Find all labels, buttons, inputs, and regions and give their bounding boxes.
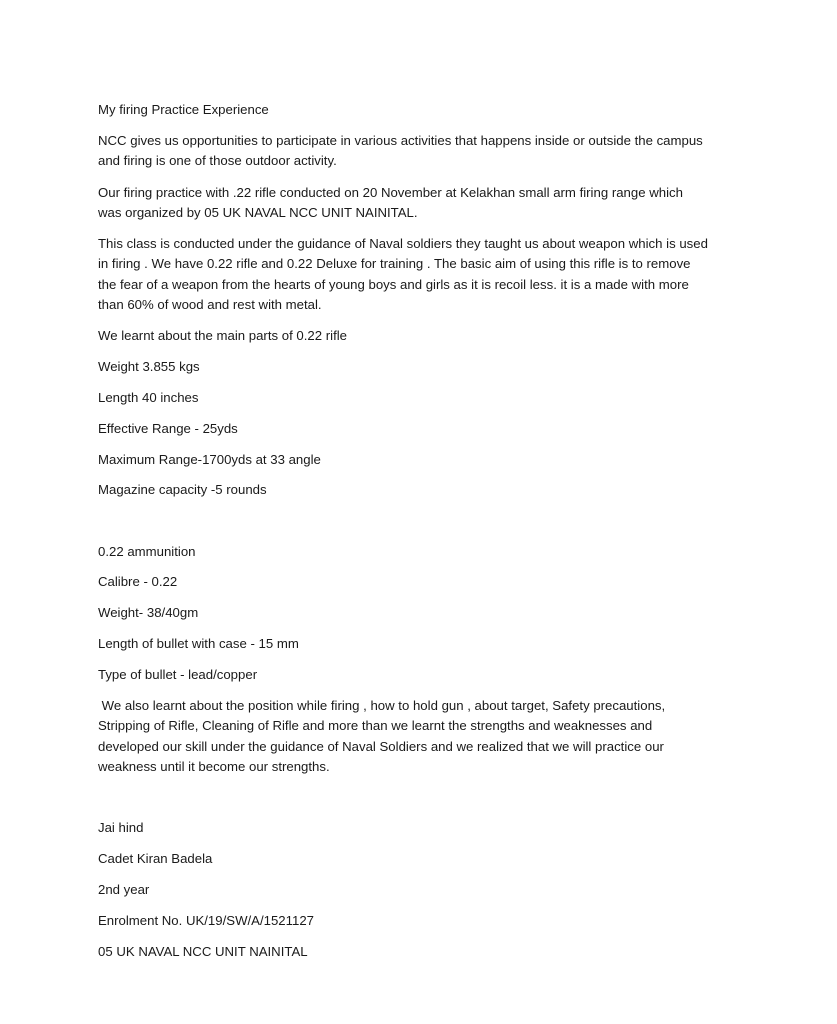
ammo-spec-type: Type of bullet - lead/copper [98, 666, 258, 682]
paragraph-line: This class is conducted under the guidance of Naval soldiers they taught us about weapon which is used [98, 236, 708, 252]
rifle-spec-length: Length 40 inches [98, 389, 199, 405]
ammo-spec-length: Length of bullet with case - 15 mm [98, 636, 299, 652]
document-body [98, 100, 748, 962]
signature-greeting: Jai hind [98, 820, 144, 836]
paragraph-line: in firing . We have 0.22 rifle and 0.22 Deluxe for training . The basic aim of using this rifle is to remove [98, 256, 691, 272]
paragraph-line: Stripping of Rifle, Cleaning of Rifle and more than we learnt the strengths and weaknesses and [98, 718, 653, 734]
paragraph-line: Our firing practice with .22 rifle conducted on 20 November at Kelakhan small arm firing range which [98, 184, 683, 200]
paragraph-intro [98, 131, 748, 172]
paragraph-learning [98, 696, 748, 777]
signature-enrolment: Enrolment No. UK/19/SW/A/1521127 [98, 912, 314, 928]
document-title: My firing Practice Experience [98, 102, 269, 117]
paragraph-line: the fear of a weapon from the hearts of young boys and girls as it is recoil less. it is a made with more [98, 276, 689, 292]
paragraph-line: than 60% of wood and rest with metal. [98, 297, 322, 313]
paragraph-line: developed our skill under the guidance of Naval Soldiers and we realized that we will practice our [98, 738, 664, 754]
rifle-spec-maximum-range: Maximum Range-1700yds at 33 angle [98, 451, 321, 467]
signature-year: 2nd year [98, 881, 150, 897]
ammo-spec-weight: Weight- 38/40gm [98, 605, 199, 621]
paragraph-line: was organized by 05 UK NAVAL NCC UNIT NAINITAL. [98, 204, 418, 220]
signature-unit: 05 UK NAVAL NCC UNIT NAINITAL [98, 943, 308, 959]
rifle-spec-magazine: Magazine capacity -5 rounds [98, 482, 267, 498]
rifle-spec-effective-range: Effective Range - 25yds [98, 420, 238, 436]
ammo-heading: 0.22 ammunition [98, 543, 196, 559]
signature-name: Cadet Kiran Badela [98, 851, 213, 867]
paragraph-class [98, 234, 748, 315]
paragraph-line: and firing is one of those outdoor activity. [98, 153, 337, 169]
signature-block [98, 818, 748, 961]
paragraph-line: We also learnt about the position while firing , how to hold gun , about target, Safety precautions, [98, 698, 666, 714]
paragraph-line: NCC gives us opportunities to participate in various activities that happens inside or outside the campus [98, 133, 703, 148]
paragraph-line: weakness until it become our strengths. [98, 759, 330, 775]
paragraph-practice [98, 183, 748, 224]
ammo-spec-calibre: Calibre - 0.22 [98, 574, 178, 590]
rifle-spec-weight: Weight 3.855 kgs [98, 359, 200, 375]
rifle-intro: We learnt about the main parts of 0.22 rifle [98, 328, 347, 344]
